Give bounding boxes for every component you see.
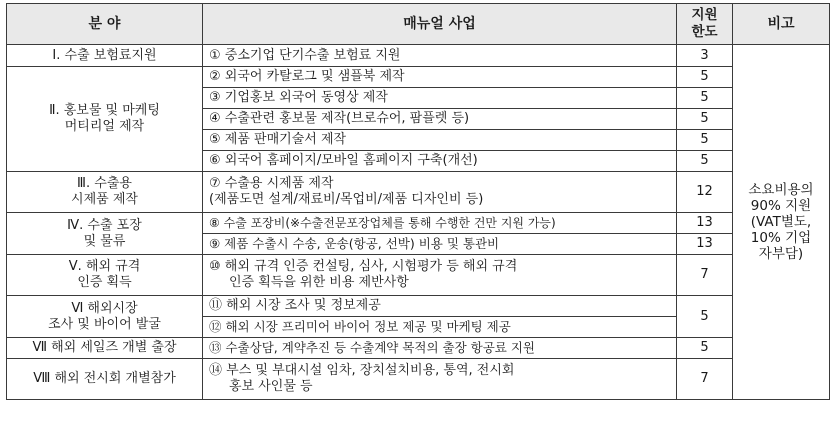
note-cell: [733, 45, 830, 400]
limit-cell: 7: [677, 255, 733, 296]
project-label: ⑥ 외국어 홈페이지/모바일 홈페이지 구축(개선): [209, 153, 478, 168]
table-row: [7, 213, 830, 234]
project-label: ⑤ 제품 판매기술서 제작: [209, 132, 347, 147]
header-limit-line: 한도: [691, 24, 718, 40]
project-label: ⑫ 해외 시장 프리미어 바이어 정보 제공 및 마케팅 제공: [209, 319, 511, 334]
table-header-row: [7, 4, 830, 45]
project-cell: [203, 296, 677, 317]
note-line: 자부담): [758, 246, 804, 262]
limit-cell: 5: [677, 130, 733, 151]
field-cell: [7, 67, 203, 172]
project-cell: [203, 213, 677, 234]
field-cell: [7, 213, 203, 255]
field-label: 시제품 제작: [71, 192, 138, 207]
project-label: ⑨ 제품 수출시 수송, 운송(항공, 선박) 비용 및 통관비: [209, 236, 500, 251]
project-cell: [203, 359, 677, 400]
project-cell: [203, 338, 677, 359]
note-line: 10% 기업: [750, 230, 812, 246]
limit-cell: 13: [677, 213, 733, 234]
project-label: ⑧ 수출 포장비(※수출전문포장업체를 통해 수행한 건만 지원 가능): [209, 216, 556, 230]
limit-cell: 5: [677, 67, 733, 88]
field-label: Ⅳ. 수출 포장: [67, 217, 142, 233]
limit-cell: 5: [677, 296, 733, 338]
project-cell: [203, 317, 677, 338]
table-row: [7, 67, 830, 88]
field-cell: [7, 296, 203, 338]
field-cell: [7, 338, 203, 359]
project-cell: [203, 109, 677, 130]
project-label: ① 중소기업 단기수출 보험료 지원: [209, 47, 401, 63]
project-cell: [203, 67, 677, 88]
header-project: 매뉴얼 사업: [203, 4, 677, 45]
project-label: ⑭ 부스 및 부대시설 임차, 장치설치비용, 통역, 전시회: [209, 363, 515, 378]
project-cell: [203, 130, 677, 151]
field-label: Ⅵ 해외시장: [71, 300, 138, 316]
project-label: (제품도면 설계/재료비/목업비/제품 디자인비 등): [209, 192, 484, 207]
note-line: 90% 지원: [750, 198, 812, 214]
table-row: [7, 172, 830, 213]
limit-cell: 12: [677, 172, 733, 213]
support-table-container: [6, 3, 829, 436]
table-row: [7, 255, 830, 296]
project-label: 인증 획득을 위한 비용 제반사항: [229, 275, 409, 290]
project-label: ⑦ 수출용 시제품 제작: [209, 176, 334, 191]
table-row: [7, 296, 830, 317]
table-row: [7, 338, 830, 359]
field-label: Ⅰ. 수출 보험료지원: [52, 47, 157, 63]
project-cell: [203, 88, 677, 109]
field-label: 인증 획득: [77, 275, 132, 290]
header-limit: [677, 4, 733, 45]
project-label: ⑩ 해외 규격 인증 컨설팅, 심사, 시험평가 등 해외 규격: [209, 259, 518, 274]
limit-cell: 5: [677, 151, 733, 172]
field-label: Ⅲ. 수출용: [77, 176, 132, 191]
field-label: Ⅷ 해외 전시회 개별참가: [33, 371, 176, 386]
support-program-table: [6, 3, 830, 400]
field-cell: [7, 359, 203, 400]
field-cell: [7, 255, 203, 296]
project-cell: [203, 45, 677, 67]
limit-cell: 13: [677, 234, 733, 255]
field-label: Ⅱ. 홍보물 및 마케팅: [49, 103, 160, 118]
limit-cell: 5: [677, 109, 733, 130]
project-label: ⑪ 해외 시장 조사 및 정보제공: [209, 298, 381, 313]
field-cell: [7, 172, 203, 213]
project-label: 홍보 사인물 등: [229, 379, 313, 394]
project-label: ⑬ 수출상담, 계약추진 등 수출계약 목적의 출장 항공료 지원: [209, 340, 535, 355]
project-label: ② 외국어 카탈로그 및 샘플북 제작: [209, 69, 405, 84]
field-label: 및 물류: [83, 233, 126, 249]
field-label: Ⅶ 해외 세일즈 개별 출장: [32, 340, 177, 355]
limit-cell: 3: [677, 45, 733, 67]
field-label: 조사 및 바이어 발굴: [48, 316, 161, 332]
project-label: ③ 기업홍보 외국어 동영상 제작: [209, 90, 388, 105]
project-cell: [203, 255, 677, 296]
limit-cell: 7: [677, 359, 733, 400]
header-limit-line: 지원: [691, 7, 718, 23]
project-cell: [203, 234, 677, 255]
project-cell: [203, 151, 677, 172]
field-label: 머티리얼 제작: [64, 119, 145, 134]
limit-cell: 5: [677, 338, 733, 359]
table-row: [7, 45, 830, 67]
project-label: ④ 수출관련 홍보물 제작(브로슈어, 팜플렛 등): [209, 111, 470, 126]
note-line: (VAT별도,: [750, 214, 812, 230]
note-line: 소요비용의: [748, 182, 814, 198]
project-cell: [203, 172, 677, 213]
header-field: 분 야: [7, 4, 203, 45]
field-label: Ⅴ. 해외 규격: [68, 259, 141, 274]
header-note: 비고: [733, 4, 830, 45]
table-row: [7, 359, 830, 400]
field-cell: [7, 45, 203, 67]
limit-cell: 5: [677, 88, 733, 109]
